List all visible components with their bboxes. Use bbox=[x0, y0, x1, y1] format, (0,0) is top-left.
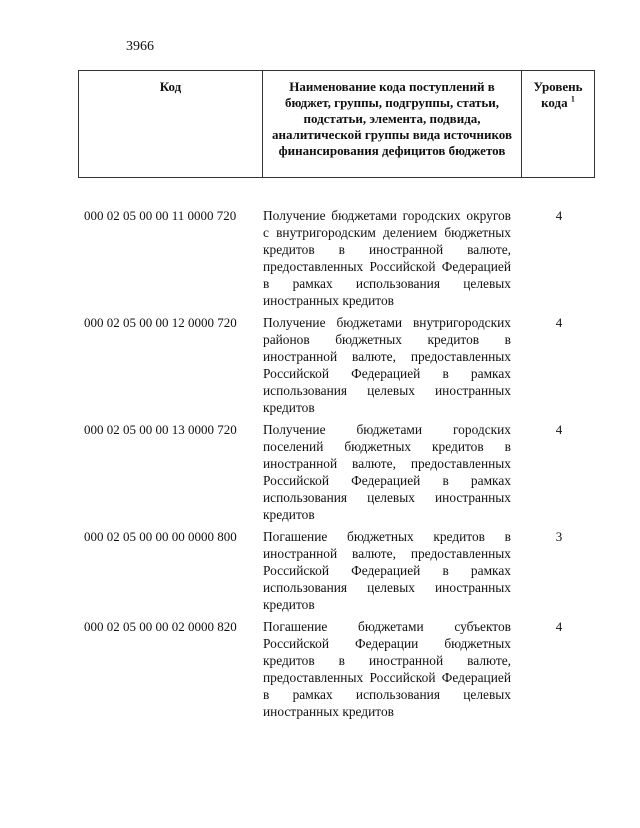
row-name: Погашение бюджетами субъектов Российской Федерации бюджетных кредитов в иностранной валюте, предоставленных Российской Федерацией в рамках использования целевых иностранных кредитов bbox=[263, 619, 511, 719]
row-level: 3 bbox=[555, 529, 563, 544]
header-level-footnote: 1 bbox=[570, 94, 575, 104]
table-row bbox=[78, 618, 595, 720]
row-level: 4 bbox=[555, 208, 563, 223]
header-level bbox=[521, 71, 594, 177]
row-level: 4 bbox=[555, 422, 563, 437]
row-name: Получение бюджетами внутригородских районов бюджетных кредитов в иностранной валюте, предоставленных Российской Федерацией в рамках использования целевых иностранных кредитов bbox=[263, 315, 511, 415]
header-code: Код bbox=[159, 79, 182, 94]
table-row bbox=[78, 528, 595, 613]
row-name: Получение бюджетами городских округов с внутригородским делением бюджетных кредитов в иностранной валюте, предоставленных Российской Федерацией в рамках использования целевых иностранных кредитов bbox=[263, 208, 511, 308]
row-level: 4 bbox=[555, 619, 563, 634]
row-code: 000 02 05 00 00 13 0000 720 bbox=[84, 422, 237, 437]
row-code: 000 02 05 00 00 00 0000 800 bbox=[84, 529, 237, 544]
row-code: 000 02 05 00 00 12 0000 720 bbox=[84, 315, 237, 330]
row-code: 000 02 05 00 00 02 0000 820 bbox=[84, 619, 237, 634]
header-level-label: Уровень кода bbox=[533, 79, 583, 110]
table-row bbox=[78, 314, 595, 416]
row-code: 000 02 05 00 00 11 0000 720 bbox=[84, 208, 237, 223]
table-row bbox=[78, 207, 595, 309]
table-header bbox=[78, 70, 595, 178]
header-name: Наименование кода поступлений в бюджет, группы, подгруппы, статьи, подстатьи, элемента, подвида, аналитической группы вида источников финансирования дефицитов бюджетов bbox=[262, 71, 521, 177]
row-level: 4 bbox=[555, 315, 563, 330]
table-row bbox=[78, 421, 595, 523]
row-name: Получение бюджетами городских поселений бюджетных кредитов в иностранной валюте, предоставленных Российской Федерацией в рамках использования целевых иностранных кредитов bbox=[263, 422, 511, 522]
table-body bbox=[78, 207, 595, 725]
row-name: Погашение бюджетных кредитов в иностранной валюте, предоставленных Российской Федерацией в рамках использования целевых иностранных кредитов bbox=[263, 529, 511, 612]
page-number: 3966 bbox=[126, 39, 154, 54]
